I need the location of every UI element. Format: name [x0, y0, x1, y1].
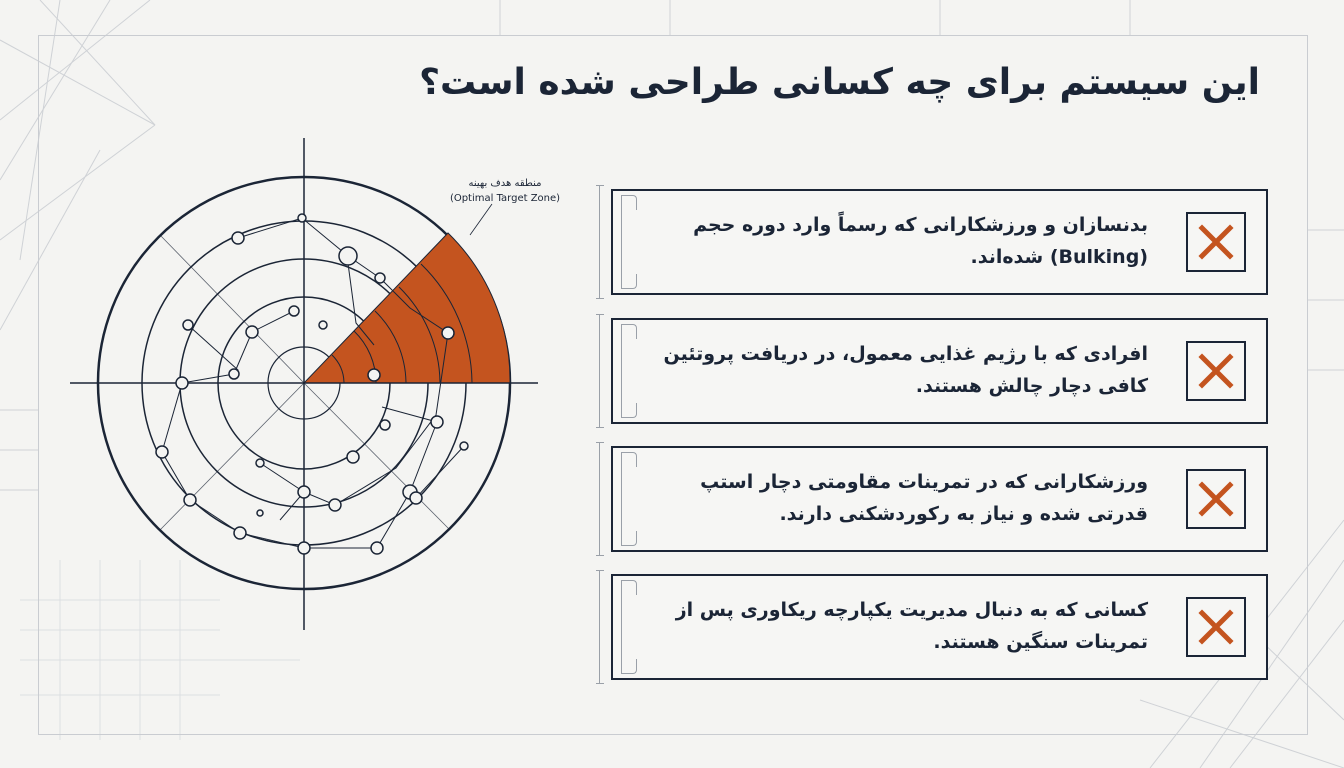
data-point — [371, 542, 383, 554]
data-point — [460, 442, 468, 450]
page-title: این سیستم برای چه کسانی طراحی شده است؟ — [419, 62, 1260, 103]
data-point — [368, 369, 380, 381]
x-mark-icon — [1186, 597, 1246, 657]
data-point — [339, 247, 357, 265]
card-corner-marks — [621, 580, 636, 674]
card-bracket — [599, 185, 610, 299]
data-point — [298, 542, 310, 554]
data-point — [319, 321, 327, 329]
card-corner-marks — [621, 452, 636, 546]
optimal-target-zone-wedge — [304, 233, 510, 383]
data-point — [246, 326, 258, 338]
card-text: افرادی که با رژیم غذایی معمول، در دریافت پروتئین کافی دچار چالش هستند. — [663, 343, 1148, 397]
card-bracket — [599, 570, 610, 684]
card-corner-marks — [621, 195, 636, 289]
card-bracket — [599, 442, 610, 556]
data-point — [229, 369, 239, 379]
data-point — [234, 527, 246, 539]
data-point — [431, 416, 443, 428]
data-point — [289, 306, 299, 316]
audience-card-2 — [611, 318, 1268, 424]
data-point — [176, 377, 188, 389]
data-point — [375, 273, 385, 283]
audience-card-3 — [611, 446, 1268, 552]
callout-leader-line — [470, 204, 492, 235]
callout-label-en: (Optimal Target Zone) — [449, 193, 561, 204]
x-mark-icon — [1186, 341, 1246, 401]
data-point — [329, 499, 341, 511]
data-point — [184, 494, 196, 506]
audience-card-4 — [611, 574, 1268, 680]
x-mark-icon — [1186, 212, 1246, 272]
callout-label-fa: منطقه هدف بهینه — [468, 178, 542, 189]
data-point — [347, 451, 359, 463]
x-mark-icon — [1186, 469, 1246, 529]
data-point — [183, 320, 193, 330]
data-point — [257, 510, 263, 516]
data-point — [298, 214, 306, 222]
data-point — [232, 232, 244, 244]
card-bracket — [599, 314, 610, 428]
audience-card-1 — [611, 189, 1268, 295]
data-point — [156, 446, 168, 458]
data-point — [298, 486, 310, 498]
card-text: بدنسازان و ورزشکارانی که رسماً وارد دوره حجم (Bulking) شده‌اند. — [693, 214, 1148, 268]
card-text: ورزشکارانی که در تمرینات مقاومتی دچار استپ قدرتی شده و نیاز به رکوردشکنی دارند. — [700, 471, 1148, 525]
data-point — [410, 492, 422, 504]
data-point — [442, 327, 454, 339]
card-text: کسانی که به دنبال مدیریت یکپارچه ریکاوری پس از تمرینات سنگین هستند. — [675, 599, 1148, 653]
card-corner-marks — [621, 324, 636, 418]
data-point — [256, 459, 264, 467]
data-point — [380, 420, 390, 430]
optimal-zone-callout — [420, 176, 590, 206]
